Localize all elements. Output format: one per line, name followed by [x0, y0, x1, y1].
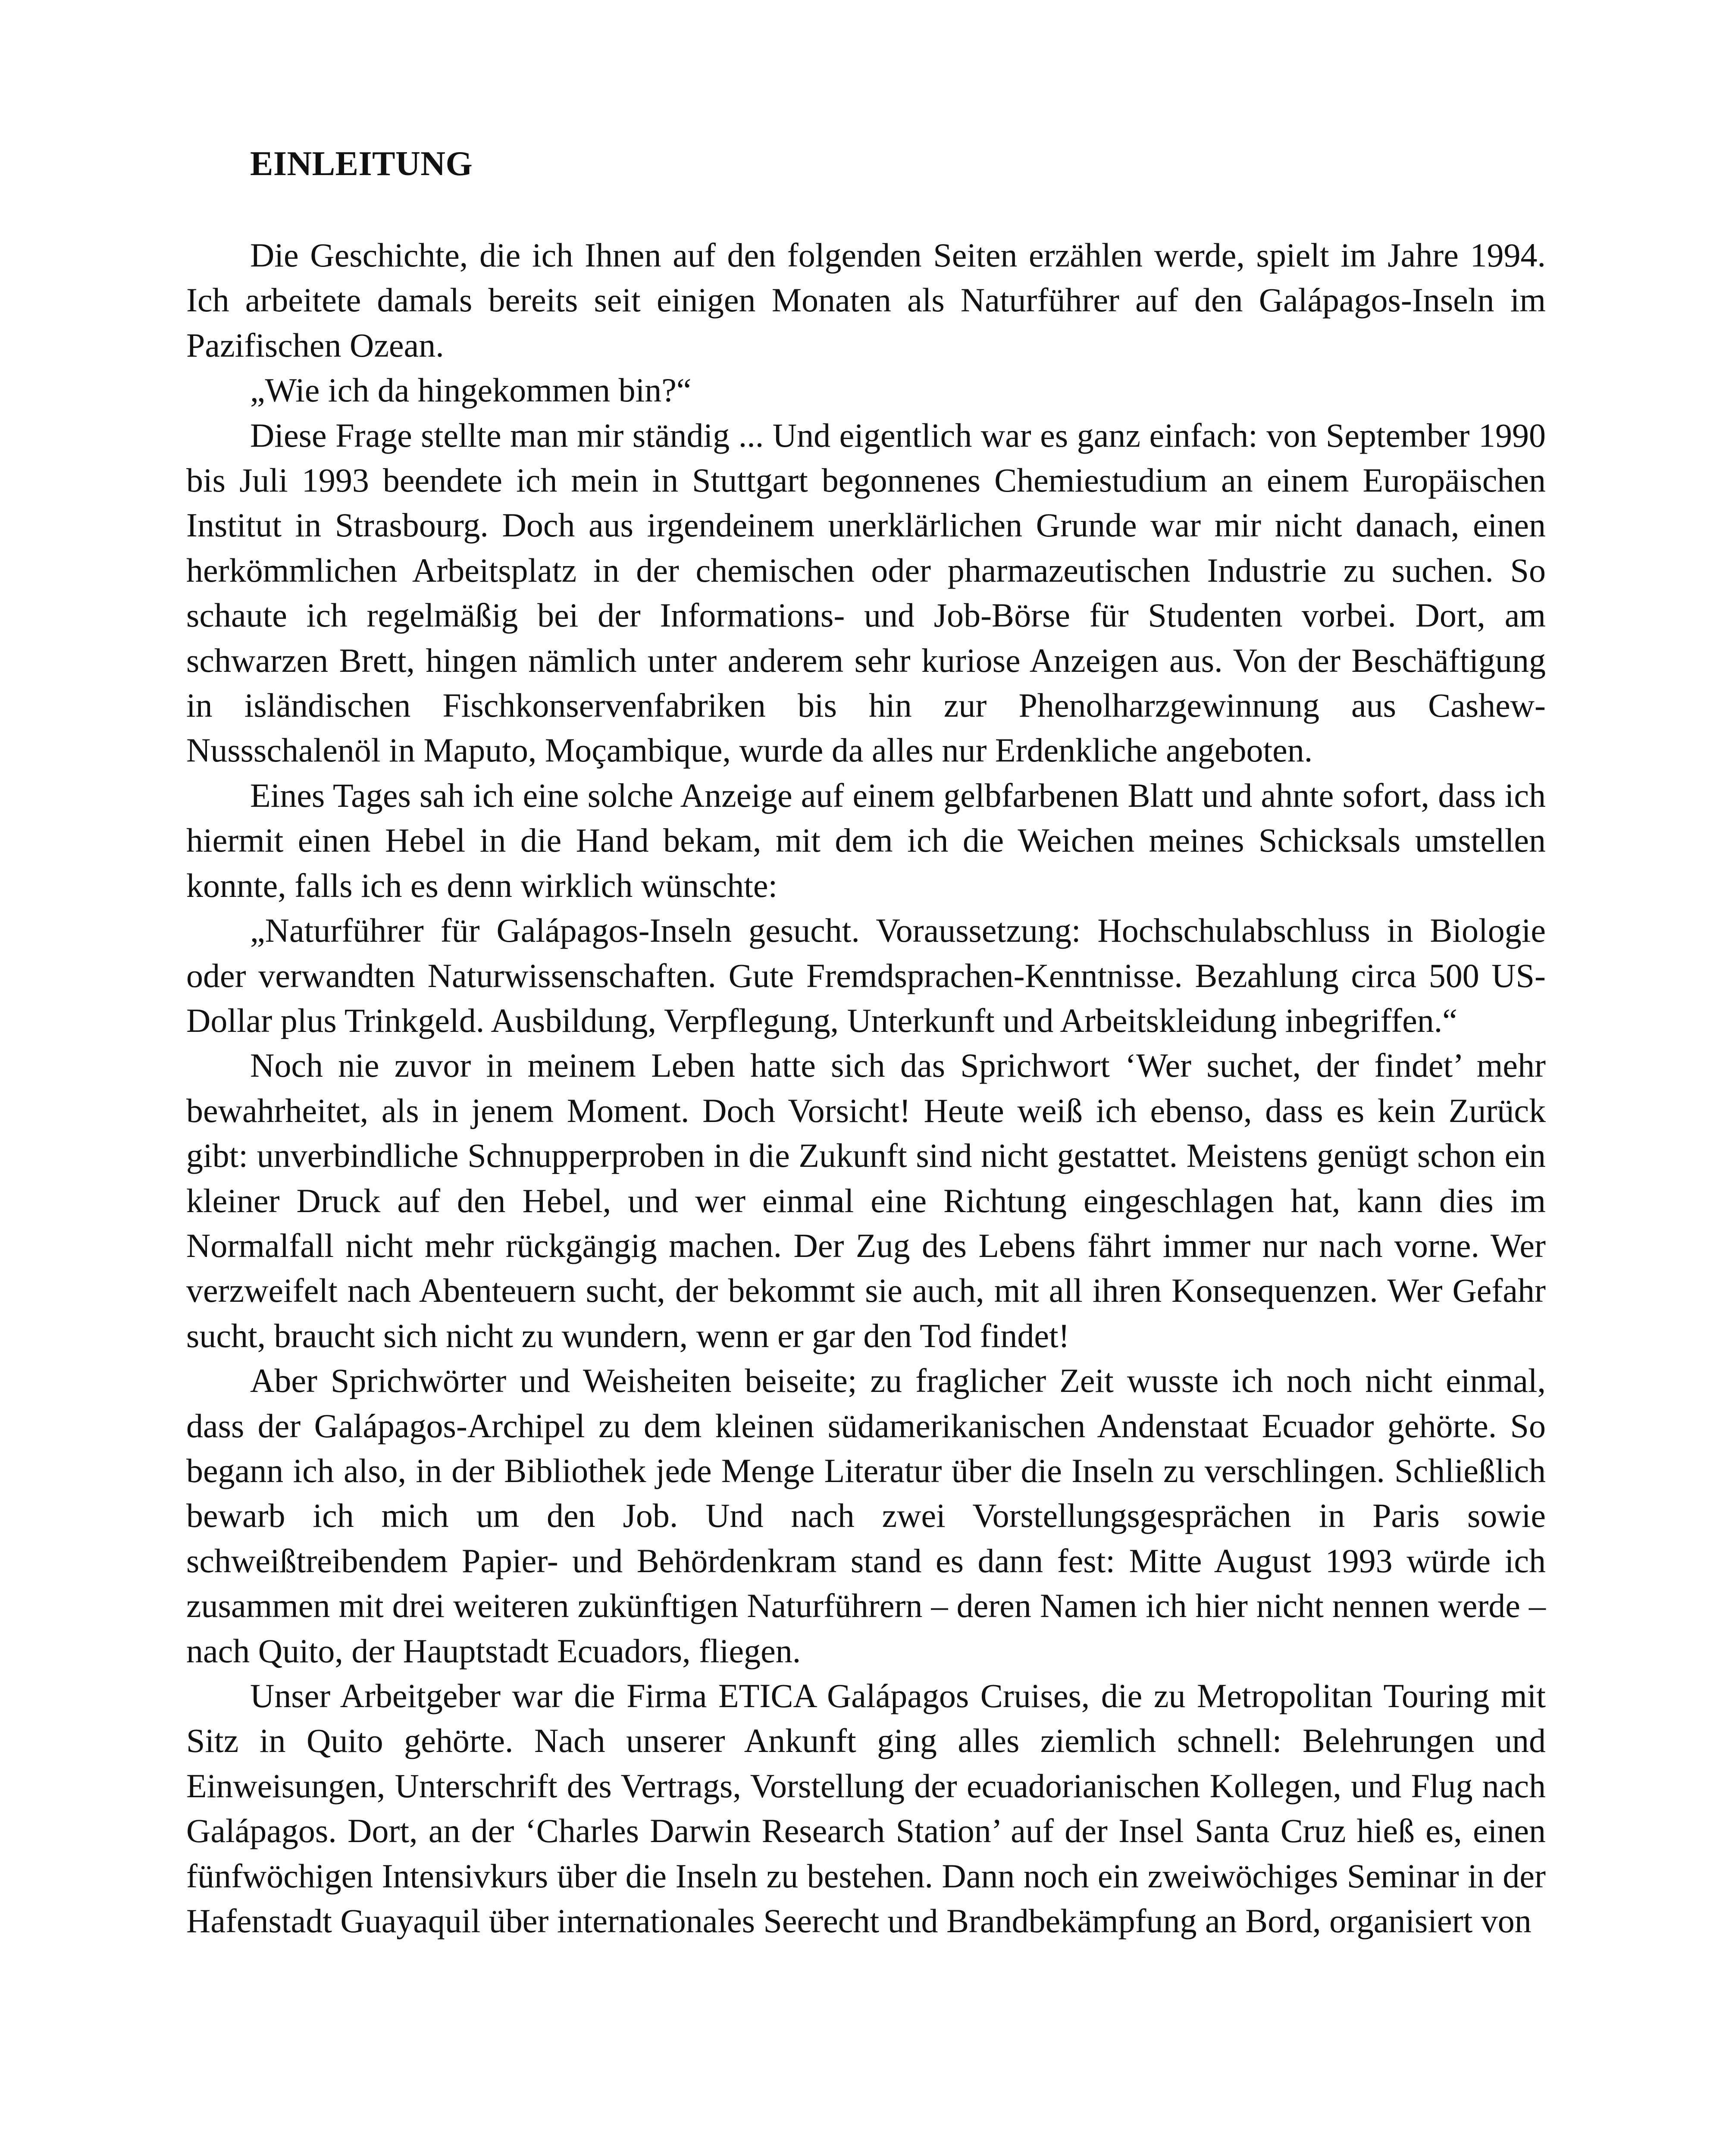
paragraph-1: Die Geschichte, die ich Ihnen auf den folgenden Seiten erzählen werde, spielt im Jahre 1994. Ich arbeitete damals bereits seit einigen Monaten als Naturführer auf den Galápagos-Inseln im Pazifischen Ozean.	[186, 236, 1546, 364]
paragraph-7: Aber Sprichwörter und Weisheiten beiseite; zu fraglicher Zeit wusste ich noch nicht einmal, dass der Galápagos-Archipel zu dem kleinen südamerikanischen Andenstaat Ecuador gehörte. So begann ich also, in der Bibliothek jede Menge Literatur über die Inseln zu verschlingen. Schließlich bewarb ich mich um den Job. Und nach zwei Vorstellungsgesprächen in Paris sowie schweißtreibendem Papier- und Behördenkram stand es dann fest: Mitte August 1993 würde ich zusammen mit drei weiteren zukünftigen Naturführern – deren Namen ich hier nicht nennen werde – nach Quito, der Hauptstadt Ecuadors, fliegen.	[186, 1362, 1546, 1670]
page-body	[186, 147, 1546, 1943]
paragraph-2: „Wie ich da hingekommen bin?“	[250, 371, 692, 409]
paragraph-5-advertisement: „Naturführer für Galápagos-Inseln gesucht. Voraussetzung: Hochschulabschluss in Biologie oder verwandten Naturwissenschaften. Gute Fremdsprachen-Kenntnisse. Bezahlung circa 500 US-Dollar plus Trinkgeld. Ausbildung, Verpflegung, Unterkunft und Arbeitskleidung inbegriffen.“	[186, 912, 1546, 1039]
paragraph-8: Unser Arbeitgeber war die Firma ETICA Galápagos Cruises, die zu Metropolitan Touring mit Sitz in Quito gehörte. Nach unserer Ankunft ging alles ziemlich schnell: Belehrungen und Einweisungen, Unterschrift des Vertrags, Vorstellung der ecuadorianischen Kollegen, und Flug nach Galápagos. Dort, an der ‘Charles Darwin Research Station’ auf der Insel Santa Cruz hieß es, einen fünfwöchigen Intensivkurs über die Inseln zu bestehen. Dann noch ein zweiwöchiges Seminar in der Hafenstadt Guayaquil über internationales Seerecht und Brandbekämpfung an Bord, organisiert von	[186, 1677, 1546, 1940]
paragraph-4: Eines Tages sah ich eine solche Anzeige auf einem gelbfarbenen Blatt und ahnte sofort, dass ich hiermit einen Hebel in die Hand bekam, mit dem ich die Weichen meines Schicksals umstellen konnte, falls ich es denn wirklich wünschte:	[186, 776, 1546, 904]
paragraph-3: Diese Frage stellte man mir ständig ... Und eigentlich war es ganz einfach: von September 1990 bis Juli 1993 beendete ich mein in Stuttgart begonnenes Chemiestudium an einem Europäischen Institut in Strasbourg. Doch aus irgendeinem unerklärlichen Grunde war mir nicht danach, einen herkömmlichen Arbeitsplatz in der chemischen oder pharmazeutischen Industrie zu suchen. So schaute ich regelmäßig bei der Informations- und Job-Börse für Studenten vorbei. Dort, am schwarzen Brett, hingen nämlich unter anderem sehr kuriose Anzeigen aus. Von der Beschäftigung in isländischen Fischkonservenfabriken bis hin zur Phenolharzgewinnung aus Cashew-Nussschalenöl in Maputo, Moçambique, wurde da alles nur Erdenkliche angeboten.	[186, 416, 1546, 769]
chapter-heading: EINLEITUNG	[250, 145, 473, 183]
paragraph-6: Noch nie zuvor in meinem Leben hatte sich das Sprichwort ‘Wer suchet, der findet’ mehr bewahrheitet, als in jenem Moment. Doch Vorsicht! Heute weiß ich ebenso, dass es kein Zurück gibt: unverbindliche Schnupperproben in die Zukunft sind nicht gestattet. Meistens genügt schon ein kleiner Druck auf den Hebel, und wer einmal eine Richtung eingeschlagen hat, kann dies im Normalfall nicht mehr rückgängig machen. Der Zug des Lebens fährt immer nur nach vorne. Wer verzweifelt nach Abenteuern sucht, der bekommt sie auch, mit all ihren Konsequenzen. Wer Gefahr sucht, braucht sich nicht zu wundern, wenn er gar den Tod findet!	[186, 1047, 1546, 1354]
